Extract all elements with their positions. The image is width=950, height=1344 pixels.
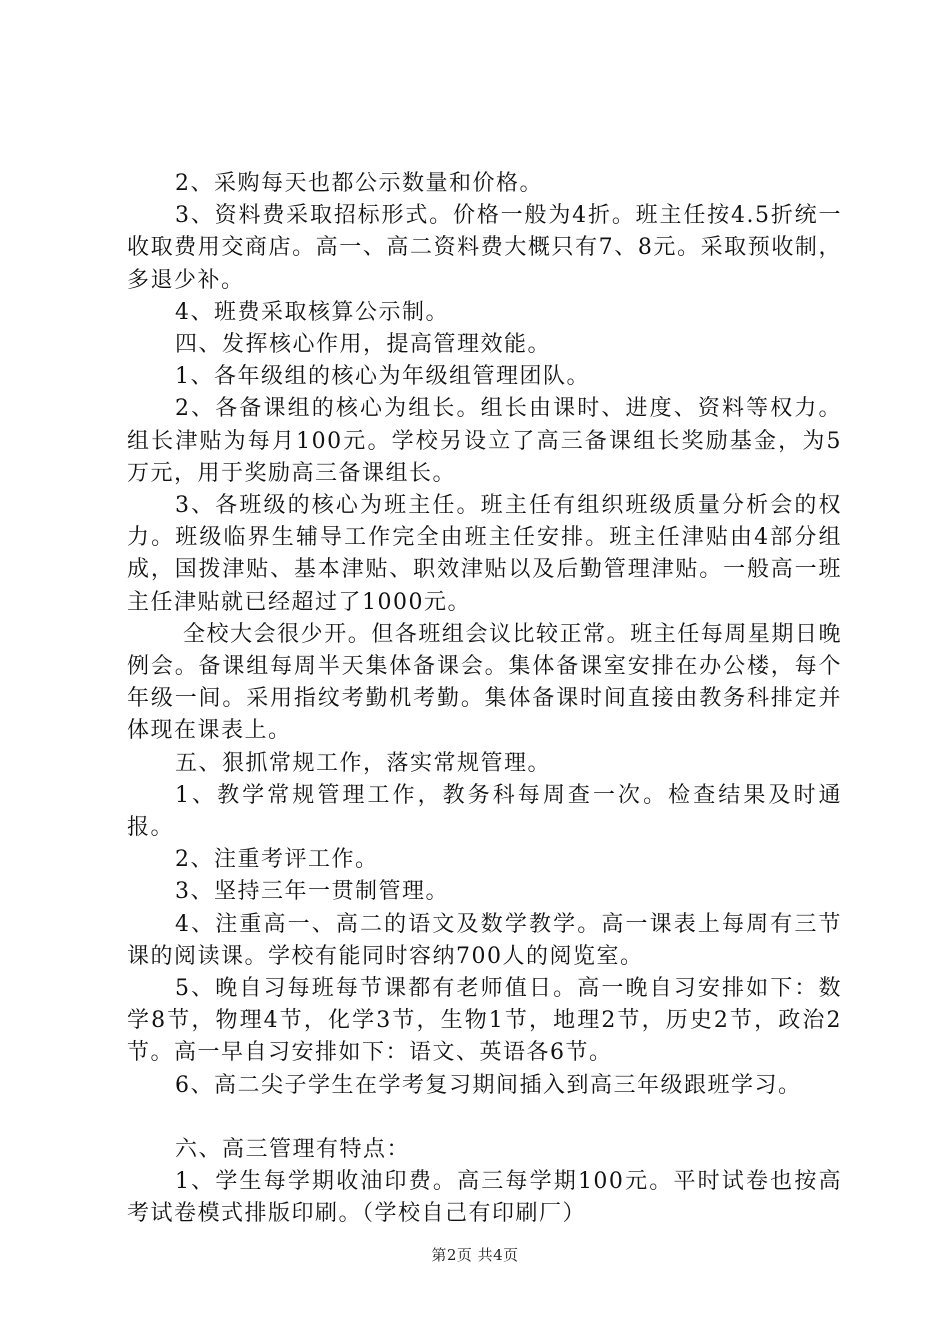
paragraph-evening-study: 5、晚自习每班每节课都有老师值日。高一晚自习安排如下：数学8节，物理4节，化学3节，生物1节，地理2节，历史2节，政治2节。高一早自习安排如下：语文、英语各6节。 bbox=[127, 976, 842, 1066]
paragraph-material-fee: 3、资料费采取招标形式。价格一般为4折。班主任按4.5折统一收取费用交商店。高一、高二资料费大概只有7、8元。采取预收制，多退少补。 bbox=[127, 203, 842, 293]
blank-line bbox=[127, 1102, 842, 1134]
page-number-footer: 第2页 共4页 bbox=[431, 1246, 519, 1264]
paragraph-grade-group-core: 1、各年级组的核心为年级组管理团队。 bbox=[175, 364, 590, 390]
paragraph-teaching-routine: 1、教学常规管理工作，教务科每周查一次。检查结果及时通报。 bbox=[127, 782, 842, 841]
section-heading-routine-work: 五、狠抓常规工作，落实常规管理。 bbox=[175, 750, 552, 776]
paragraph-meetings: 全校大会很少开。但各班组会议比较正常。班主任每周星期日晚例会。备课组每周半天集体备课会。集体备课室安排在办公楼，每个年级一间。采用指纹考勤机考勤。集体备课时间直接由教务科排定并体现在课表上。 bbox=[127, 621, 842, 744]
paragraph-three-year-system: 3、坚持三年一贯制管理。 bbox=[175, 879, 449, 905]
paragraph-lesson-group-core: 2、各备课组的核心为组长。组长由课时、进度、资料等权力。组长津贴为每月100元。学校另设立了高三备课组长奖励基金，为5万元，用于奖励高三备课组长。 bbox=[127, 396, 842, 486]
document-body bbox=[127, 168, 842, 1231]
paragraph-chinese-math: 4、注重高一、高二的语文及数学教学。高一课表上每周有三节课的阅读课。学校有能同时容纳700人的阅览室。 bbox=[127, 911, 842, 969]
paragraph-class-teacher-core: 3、各班级的核心为班主任。班主任有组织班级质量分析会的权力。班级临界生辅导工作完全由班主任安排。班主任津贴由4部分组成，国拨津贴、基本津贴、职效津贴以及后勤管理津贴。一般高一班主任津贴就已经超过了1000元。 bbox=[127, 493, 842, 615]
section-heading-senior-management: 六、高三管理有特点： bbox=[175, 1136, 411, 1162]
section-heading-core-role: 四、发挥核心作用，提高管理效能。 bbox=[175, 332, 552, 358]
paragraph-top-students: 6、高二尖子学生在学考复习期间插入到高三年级跟班学习。 bbox=[175, 1072, 802, 1098]
paragraph-printing-fee: 1、学生每学期收油印费。高三每学期100元。平时试卷也按高考试卷模式排版印刷。（学校自己有印刷厂） bbox=[127, 1169, 842, 1227]
paragraph-evaluation: 2、注重考评工作。 bbox=[175, 847, 379, 873]
paragraph-class-fee: 4、班费采取核算公示制。 bbox=[175, 299, 449, 325]
paragraph-purchase-publicity: 2、采购每天也都公示数量和价格。 bbox=[175, 171, 543, 196]
